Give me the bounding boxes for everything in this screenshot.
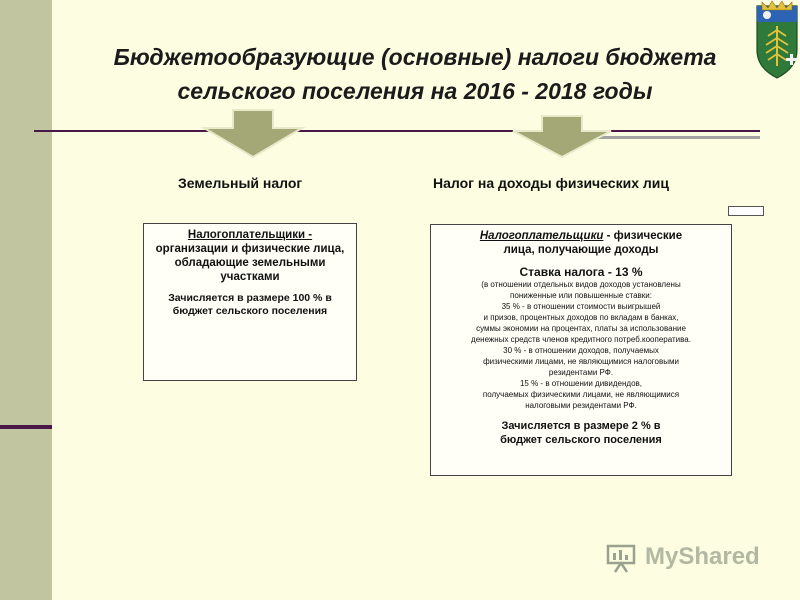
land-tax-taxpayers-label: Налогоплательщики - <box>187 229 313 241</box>
income-tax-detail-line: физическими лицами, не являющимися налоговыми <box>483 357 679 366</box>
income-tax-detail-line: суммы экономии на процентах, платы за использование <box>476 324 686 333</box>
land-tax-box <box>143 223 357 381</box>
income-tax-detail-line: налоговыми резидентами РФ. <box>525 401 637 410</box>
title-line-1: Бюджетообразующие (основные) налоги бюджета <box>113 44 717 70</box>
land-tax-credit-line1: Зачисляется в размере 100 % в <box>168 292 332 304</box>
income-tax-detail-line: денежных средств членов кредитного потреб.кооператива. <box>471 335 691 344</box>
income-tax-credit-line1: Зачисляется в размере 2 % в <box>501 420 661 432</box>
income-tax-taxpayers <box>435 229 727 243</box>
arrow-down-icon <box>509 114 615 160</box>
left-bar-accent <box>0 425 52 429</box>
income-tax-taxpayers-desc1: - физические <box>603 230 683 242</box>
income-tax-rate: Ставка налога - 13 % <box>519 265 643 279</box>
land-tax-taxpayers <box>150 228 350 242</box>
land-tax-heading: Земельный налог <box>178 175 303 191</box>
divider-line <box>34 130 760 132</box>
watermark-text: MyShared <box>645 543 760 570</box>
land-tax-taxpayers-desc: организации и физические лица, обладающие земельными участками <box>155 243 345 283</box>
income-tax-detail-line: и призов, процентных доходов по вкладам в банках, <box>483 313 679 322</box>
income-tax-taxpayers-label: Налогоплательщики <box>479 230 604 242</box>
divider-line-gray <box>596 136 760 139</box>
slide-title <box>30 40 800 108</box>
income-tax-detail-line: 15 % - в отношении дивидендов, <box>519 379 643 388</box>
income-tax-taxpayers-desc2: лица, получающие доходы <box>503 244 659 256</box>
income-tax-heading: Налог на доходы физических лиц <box>433 175 669 191</box>
income-tax-detail-line: резидентами РФ. <box>548 368 614 377</box>
watermark <box>605 540 760 574</box>
decorative-rect <box>728 206 764 216</box>
income-tax-credit-line2: бюджет сельского поселения <box>500 434 662 446</box>
income-tax-details <box>435 279 727 411</box>
income-tax-box <box>430 224 732 476</box>
income-tax-detail-line: (в отношении отдельных видов доходов установлены <box>481 280 681 289</box>
income-tax-detail-line: 35 % - в отношении стоимости выигрышей <box>501 302 661 311</box>
presentation-board-icon <box>605 540 639 574</box>
income-tax-detail-line: пониженные или повышенные ставки: <box>510 291 652 300</box>
arrow-down-icon <box>200 108 306 160</box>
land-tax-credit-line2: бюджет сельского поселения <box>172 305 328 317</box>
title-line-2: сельского поселения на 2016 - 2018 годы <box>177 78 653 104</box>
income-tax-detail-line: получаемых физическими лицами, не являющимися <box>482 390 680 399</box>
coat-of-arms-icon <box>754 0 800 80</box>
income-tax-detail-line: 30 % - в отношении доходов, получаемых <box>503 346 659 355</box>
